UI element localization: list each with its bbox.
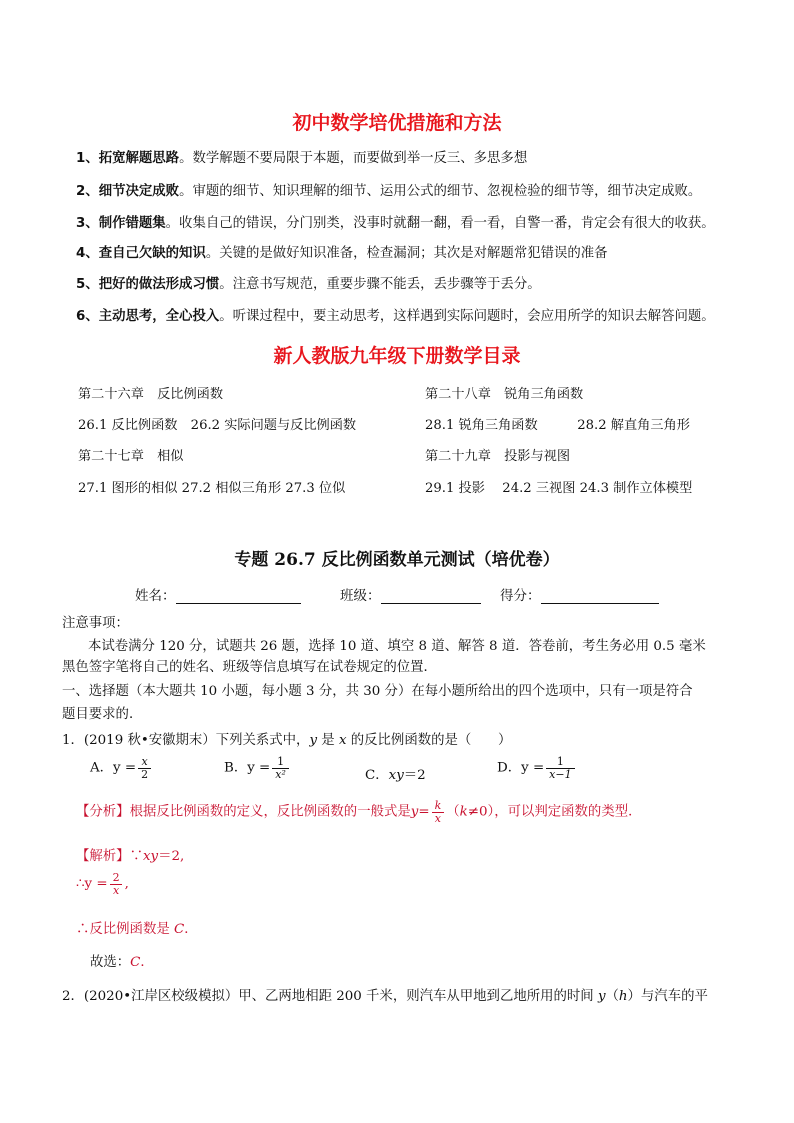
toc-chapter: 第二十九章 投影与视图 — [425, 449, 571, 464]
option-b[interactable]: B．y = $\frac{1}{\text{x²}}$ — [224, 756, 291, 780]
notice-line: 本试卷满分 120 分，试题共 26 题，选择 10 道、填空 8 道、解答 8 道．答卷前，考生务必用 0.5 毫米 — [88, 639, 706, 654]
solution-step: ∴反比例函数是 C． — [76, 922, 198, 937]
class-blank[interactable] — [381, 589, 481, 604]
score-blank[interactable] — [541, 589, 659, 604]
solution: 【解析】∵xy＝2, — [76, 849, 185, 864]
tip-item: 2、细节决定成败。审题的细节、知识理解的细节、运用公式的细节、忽视检验的细节等，细节决定成败。 — [76, 184, 702, 199]
tip-item: 6、主动思考，全心投入。听课过程中，要主动思考，这样遇到实际问题时，会应用所学的知识去解答问题。 — [76, 309, 715, 324]
tip-item: 3、制作错题集。收集自己的错误，分门别类，没事时就翻一翻，看一看，自警一番，肯定会有很大的收获。 — [76, 216, 715, 231]
solution-step: ∴y = $\frac{2}{x}$ , — [76, 871, 129, 897]
toc-chapter: 第二十七章 相似 — [78, 449, 184, 464]
toc-sections: 29.1 投影 24.2 三视图 24.3 制作立体模型 — [425, 481, 693, 496]
exam-title: 专题 26.7 反比例函数单元测试（培优卷） — [234, 550, 560, 570]
tip-item: 5、把好的做法形成习惯。注意书写规范，重要步骤不能丢，丢步骤等于丢分。 — [76, 277, 541, 292]
page-title: 初中数学培优措施和方法 — [292, 112, 502, 134]
option-d[interactable]: D．y = $\frac{1}{x-1}$ — [497, 756, 577, 780]
toc-chapter: 第二十六章 反比例函数 — [78, 387, 224, 402]
answer: 故选：C． — [90, 955, 154, 970]
score-label: 得分： — [500, 588, 541, 604]
section-heading: 题目要求的． — [62, 707, 143, 722]
toc-chapter: 第二十八章 锐角三角函数 — [425, 387, 584, 402]
toc-sections: 28.1 锐角三角函数 28.2 解直角三角形 — [425, 418, 690, 433]
toc-title: 新人教版九年级下册数学目录 — [273, 345, 521, 367]
notice-title: 注意事项： — [62, 616, 129, 631]
analysis: 【分析】根据反比例函数的定义，反比例函数的一般式是y= $\frac{k}{x}$ （k≠0），可以判定函数的类型． — [76, 799, 642, 825]
toc-sections: 27.1 图形的相似 27.2 相似三角形 27.3 位似 — [78, 481, 346, 496]
name-label: 姓名： — [135, 588, 176, 604]
question-1-stem: 1．(2019 秋•安徽期末）下列关系式中，y 是 x 的反比例函数的是（ ） — [62, 733, 512, 748]
name-field — [135, 584, 301, 604]
tip-item: 4、查自己欠缺的知识。关键的是做好知识准备，检查漏洞；其次是对解题常犯错误的准备 — [76, 246, 608, 261]
class-field — [340, 584, 481, 604]
score-field — [500, 584, 659, 604]
section-heading: 一、选择题（本大题共 10 小题，每小题 3 分，共 30 分）在每小题所给出的四个选项中，只有一项是符合 — [62, 684, 693, 699]
option-a[interactable]: A．y = $\frac{x}{2}$ — [90, 756, 153, 780]
tip-item: 1、拓宽解题思路。数学解题不要局限于本题，而要做到举一反三、多思多想 — [76, 151, 528, 166]
option-c[interactable]: C．xy＝2 — [365, 768, 426, 783]
class-label: 班级： — [340, 588, 381, 604]
name-blank[interactable] — [176, 589, 301, 604]
toc-sections: 26.1 反比例函数 26.2 实际问题与反比例函数 — [78, 418, 357, 433]
question-2-stem: 2．(2020•江岸区校级模拟）甲、乙两地相距 200 千米，则汽车从甲地到乙地所用的时间 y（h）与汽车的平 — [62, 989, 708, 1004]
notice-line: 黑色签字笔将自己的姓名、班级等信息填写在试卷规定的位置． — [62, 660, 437, 675]
